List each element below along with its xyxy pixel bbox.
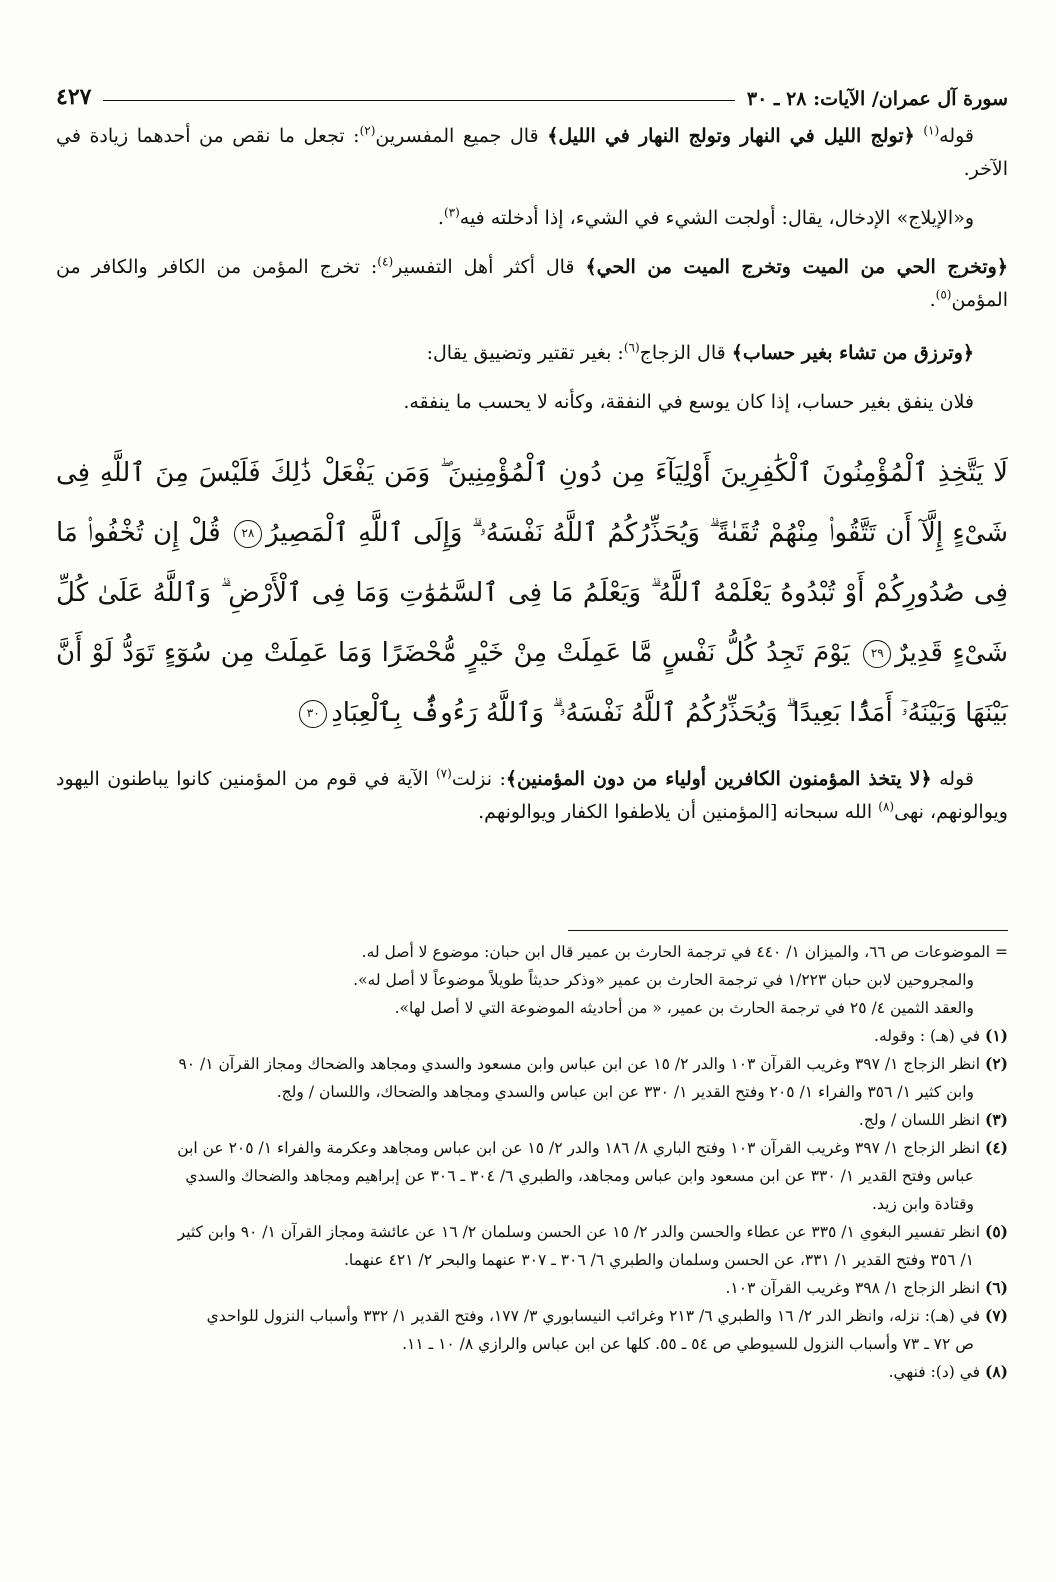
footnote-5-continued: ١/ ٣٥٦ وفتح القدير ١/ ٣٣١، عن الحسن وسلمان والطبري ٦/ ٣٠٦ ـ ٣٠٧ عنهما والبحر ٢/ ٤٢١ عنهما. bbox=[343, 1251, 974, 1269]
footnote-ref: (٤) bbox=[377, 254, 394, 269]
footnote-text: في (هـ) : وقوله. bbox=[874, 1027, 985, 1045]
footnote-ref: (١) bbox=[923, 123, 940, 138]
paragraph-3 bbox=[56, 251, 1008, 317]
text: قال جميع المفسرين bbox=[375, 125, 548, 147]
footnote-text: انظر الزجاج ١/ ٣٩٧ وغريب القرآن ١٠٣ وفتح الباري ٨/ ١٨٦ والدر ٢/ ١٥ عن ابن عباس ومجاهد وعكرمة والفراء ١/ ٢٠٥ عن ابن bbox=[177, 1139, 985, 1157]
text: . bbox=[437, 207, 444, 229]
footnote-continued: والمجروحين لابن حبان ١/٢٢٣ في ترجمة الحارث بن عمير «وذكر حديثاً طويلاً موضوعاً لا أصل له». bbox=[353, 971, 974, 989]
text: قوله bbox=[931, 768, 974, 790]
main-text bbox=[56, 120, 1008, 829]
footnote-number: (٦) bbox=[984, 1278, 1008, 1297]
footnote-4-continued: عباس وفتح القدير ١/ ٣٣٠ عن ابن مسعود وابن عباس ومجاهد، والطبري ٦/ ٣٠٤ ـ ٣٠٦ عن إبراهيم ومجاهد والضحاك والسدي bbox=[185, 1167, 974, 1185]
footnote-number: (٣) bbox=[984, 1110, 1008, 1129]
footnote-ref: (٧) bbox=[435, 766, 452, 781]
paragraph-5: فلان ينفق بغير حساب، إذا كان يوسع في النفقة، وكأنه لا يحسب ما ينفقه. bbox=[403, 391, 974, 413]
footnote-text: انظر تفسير البغوي ١/ ٣٣٥ عن عطاء والحسن والدر ٢/ ١٥ عن الحسن وسلمان ٢/ ١٦ عن عائشة ومجاز القرآن ١/ ٩٠ وابن كثير bbox=[177, 1223, 985, 1241]
quran-quote: ﴿وترزق من تشاء بغير حساب﴾ bbox=[731, 342, 974, 364]
quran-verses bbox=[56, 443, 1008, 743]
paragraph-4 bbox=[56, 337, 1008, 370]
footnote-continued: = الموضوعات ص ٦٦، والميزان ١/ ٤٤٠ في ترجمة الحارث بن عمير قال ابن حبان: موضوع لا أصل له. bbox=[361, 943, 1008, 961]
footnote-5 bbox=[56, 1218, 1008, 1246]
footnote-2 bbox=[56, 1050, 1008, 1078]
footnote-2-continued: وابن كثير ١/ ٣٥٦ والفراء ١/ ٢٠٥ وفتح القدير ١/ ٣٣٠ عن ابن عباس والسدي ومجاهد والضحاك، واللسان / ولج. bbox=[276, 1083, 974, 1101]
footnote-ref: (٨) bbox=[878, 799, 895, 814]
quran-quote: ﴿تولج الليل في النهار وتولج النهار في الليل﴾ bbox=[547, 125, 915, 147]
footnote-number: (٢) bbox=[984, 1054, 1008, 1073]
footnote-text: انظر الزجاج ١/ ٣٩٨ وغريب القرآن ١٠٣. bbox=[725, 1279, 985, 1297]
footnote-ref: (٦) bbox=[623, 340, 640, 355]
footnote-4-continued: وقتادة وابن زيد. bbox=[872, 1195, 974, 1213]
footnote-text: في (د): فنهي. bbox=[888, 1363, 985, 1381]
header-rule bbox=[103, 100, 734, 101]
running-title: سورة آل عمران/ الآيات: ٢٨ ـ ٣٠ bbox=[746, 88, 1008, 110]
verse-30: يَوْمَ تَجِدُ كُلُّ نَفْسٍ مَّا عَمِلَتْ مِنْ خَيْرٍ مُّحْضَرًا وَمَا عَمِلَتْ مِن سُوٓءٍ تَوَدُّ لَوْ أَنَّ بَيْنَهَا وَبَيْنَهُۥٓ أَمَدًۢا بَعِيدًا ۗ وَيُحَذِّرُكُمُ ٱللَّهُ نَفْسَهُۥ ۗ وَٱللَّهُ رَءُوفٌۢ بِٱلْعِبَادِ bbox=[56, 638, 1008, 728]
footnote-3 bbox=[56, 1106, 1008, 1134]
page-header bbox=[56, 70, 1008, 110]
footnote-text: انظر الزجاج ١/ ٣٩٧ وغريب القرآن ١٠٣ والدر ٢/ ١٥ عن ابن عباس وابن مسعود والسدي ومجاهد والضحاك ومجاز القرآن ١/ ٩٠ bbox=[178, 1055, 985, 1073]
footnote-1 bbox=[56, 1022, 1008, 1050]
paragraph-1 bbox=[56, 120, 1008, 186]
footnotes bbox=[56, 938, 1008, 1386]
text: . bbox=[929, 289, 936, 311]
footnote-ref: (٢) bbox=[359, 123, 376, 138]
verse-28: لَا يَتَّخِذِ ٱلْمُؤْمِنُونَ ٱلْكَٰفِرِينَ أَوْلِيَآءَ مِن دُونِ ٱلْمُؤْمِنِينَ ۖ وَمَن يَفْعَلْ ذَٰلِكَ فَلَيْسَ مِنَ ٱللَّهِ فِى شَىْءٍ إِلَّآ أَن تَتَّقُوا۟ مِنْهُمْ تُقَىٰةً ۗ وَيُحَذِّرُكُمُ ٱللَّهُ نَفْسَهُۥ ۗ وَإِلَى ٱللَّهِ ٱلْمَصِيرُ bbox=[56, 458, 1008, 548]
ayah-number-mark: ٣٠ bbox=[299, 700, 327, 728]
paragraph-6 bbox=[56, 763, 1008, 829]
text: : تجعل ما نقص من أحدهما زيادة في الآخر. bbox=[56, 125, 1008, 180]
footnote-text: انظر اللسان / ولج. bbox=[858, 1111, 985, 1129]
footnote-6 bbox=[56, 1274, 1008, 1302]
text: الآية في قوم من المؤمنين كانوا يباطنون اليهود ويوالونهم، نهى bbox=[56, 768, 1008, 823]
footnote-ref: (٥) bbox=[935, 287, 952, 302]
text: قال الزجاج bbox=[639, 342, 732, 364]
footnote-7 bbox=[56, 1302, 1008, 1330]
footnote-continued: والعقد الثمين ٤/ ٢٥ في ترجمة الحارث بن عمير، « من أحاديثه الموضوعة التي لا أصل لها». bbox=[394, 999, 974, 1017]
ayah-number-mark: ٢٩ bbox=[863, 640, 891, 668]
page-number: ٤٢٧ bbox=[56, 84, 92, 110]
text: الله سبحانه [المؤمنين أن يلاطفوا الكفار ويوالونهم. bbox=[478, 801, 879, 823]
text: : نزلت bbox=[451, 768, 506, 790]
text: قال أكثر أهل التفسير bbox=[393, 256, 586, 278]
verse-29: قُلْ إِن تُخْفُوا۟ مَا فِى صُدُورِكُمْ أَوْ تُبْدُوهُ يَعْلَمْهُ ٱللَّهُ ۗ وَيَعْلَمُ مَا فِى ٱلسَّمَٰوَٰتِ وَمَا فِى ٱلْأَرْضِ ۗ وَٱللَّهُ عَلَىٰ كُلِّ شَىْءٍ قَدِيرٌ bbox=[56, 518, 1008, 668]
quran-quote: ﴿لا يتخذ المؤمنون الكافرين أولياء من دون المؤمنين﴾ bbox=[505, 768, 932, 790]
footnote-number: (٧) bbox=[984, 1306, 1008, 1325]
footnote-number: (١) bbox=[984, 1026, 1008, 1045]
footnote-separator bbox=[568, 930, 1008, 931]
ayah-number-mark: ٢٨ bbox=[234, 520, 262, 548]
text: : تخرج المؤمن من الكافر والكافر من المؤمن bbox=[56, 256, 1008, 311]
quran-quote: ﴿وتخرج الحي من الميت وتخرج الميت من الحي﴾ bbox=[585, 256, 1008, 278]
paragraph-2 bbox=[56, 202, 1008, 235]
footnote-number: (٨) bbox=[984, 1362, 1008, 1381]
footnote-number: (٤) bbox=[984, 1138, 1008, 1157]
footnote-8 bbox=[56, 1358, 1008, 1386]
footnote-text: في (هـ): نزله، وانظر الدر ٢/ ١٦ والطبري ٦/ ٢١٣ وغرائب النيسابوري ٣/ ١٧٧، وفتح القدير ١/ ٣٣٢ وأسباب النزول للواحدي bbox=[206, 1307, 985, 1325]
footnote-4 bbox=[56, 1134, 1008, 1162]
footnote-ref: (٣) bbox=[443, 205, 460, 220]
footnote-number: (٥) bbox=[984, 1222, 1008, 1241]
text: و«الإيلاج» الإدخال، يقال: أولجت الشيء في الشيء، إذا أدخلته فيه bbox=[459, 207, 974, 229]
text: : بغير تقتير وتضييق يقال: bbox=[426, 342, 624, 364]
footnote-7-continued: ص ٧٢ ـ ٧٣ وأسباب النزول للسيوطي ص ٥٤ ـ ٥٥. كلها عن ابن عباس والرازي ٨/ ١٠ ـ ١١. bbox=[402, 1335, 974, 1353]
text: قوله bbox=[939, 125, 975, 147]
